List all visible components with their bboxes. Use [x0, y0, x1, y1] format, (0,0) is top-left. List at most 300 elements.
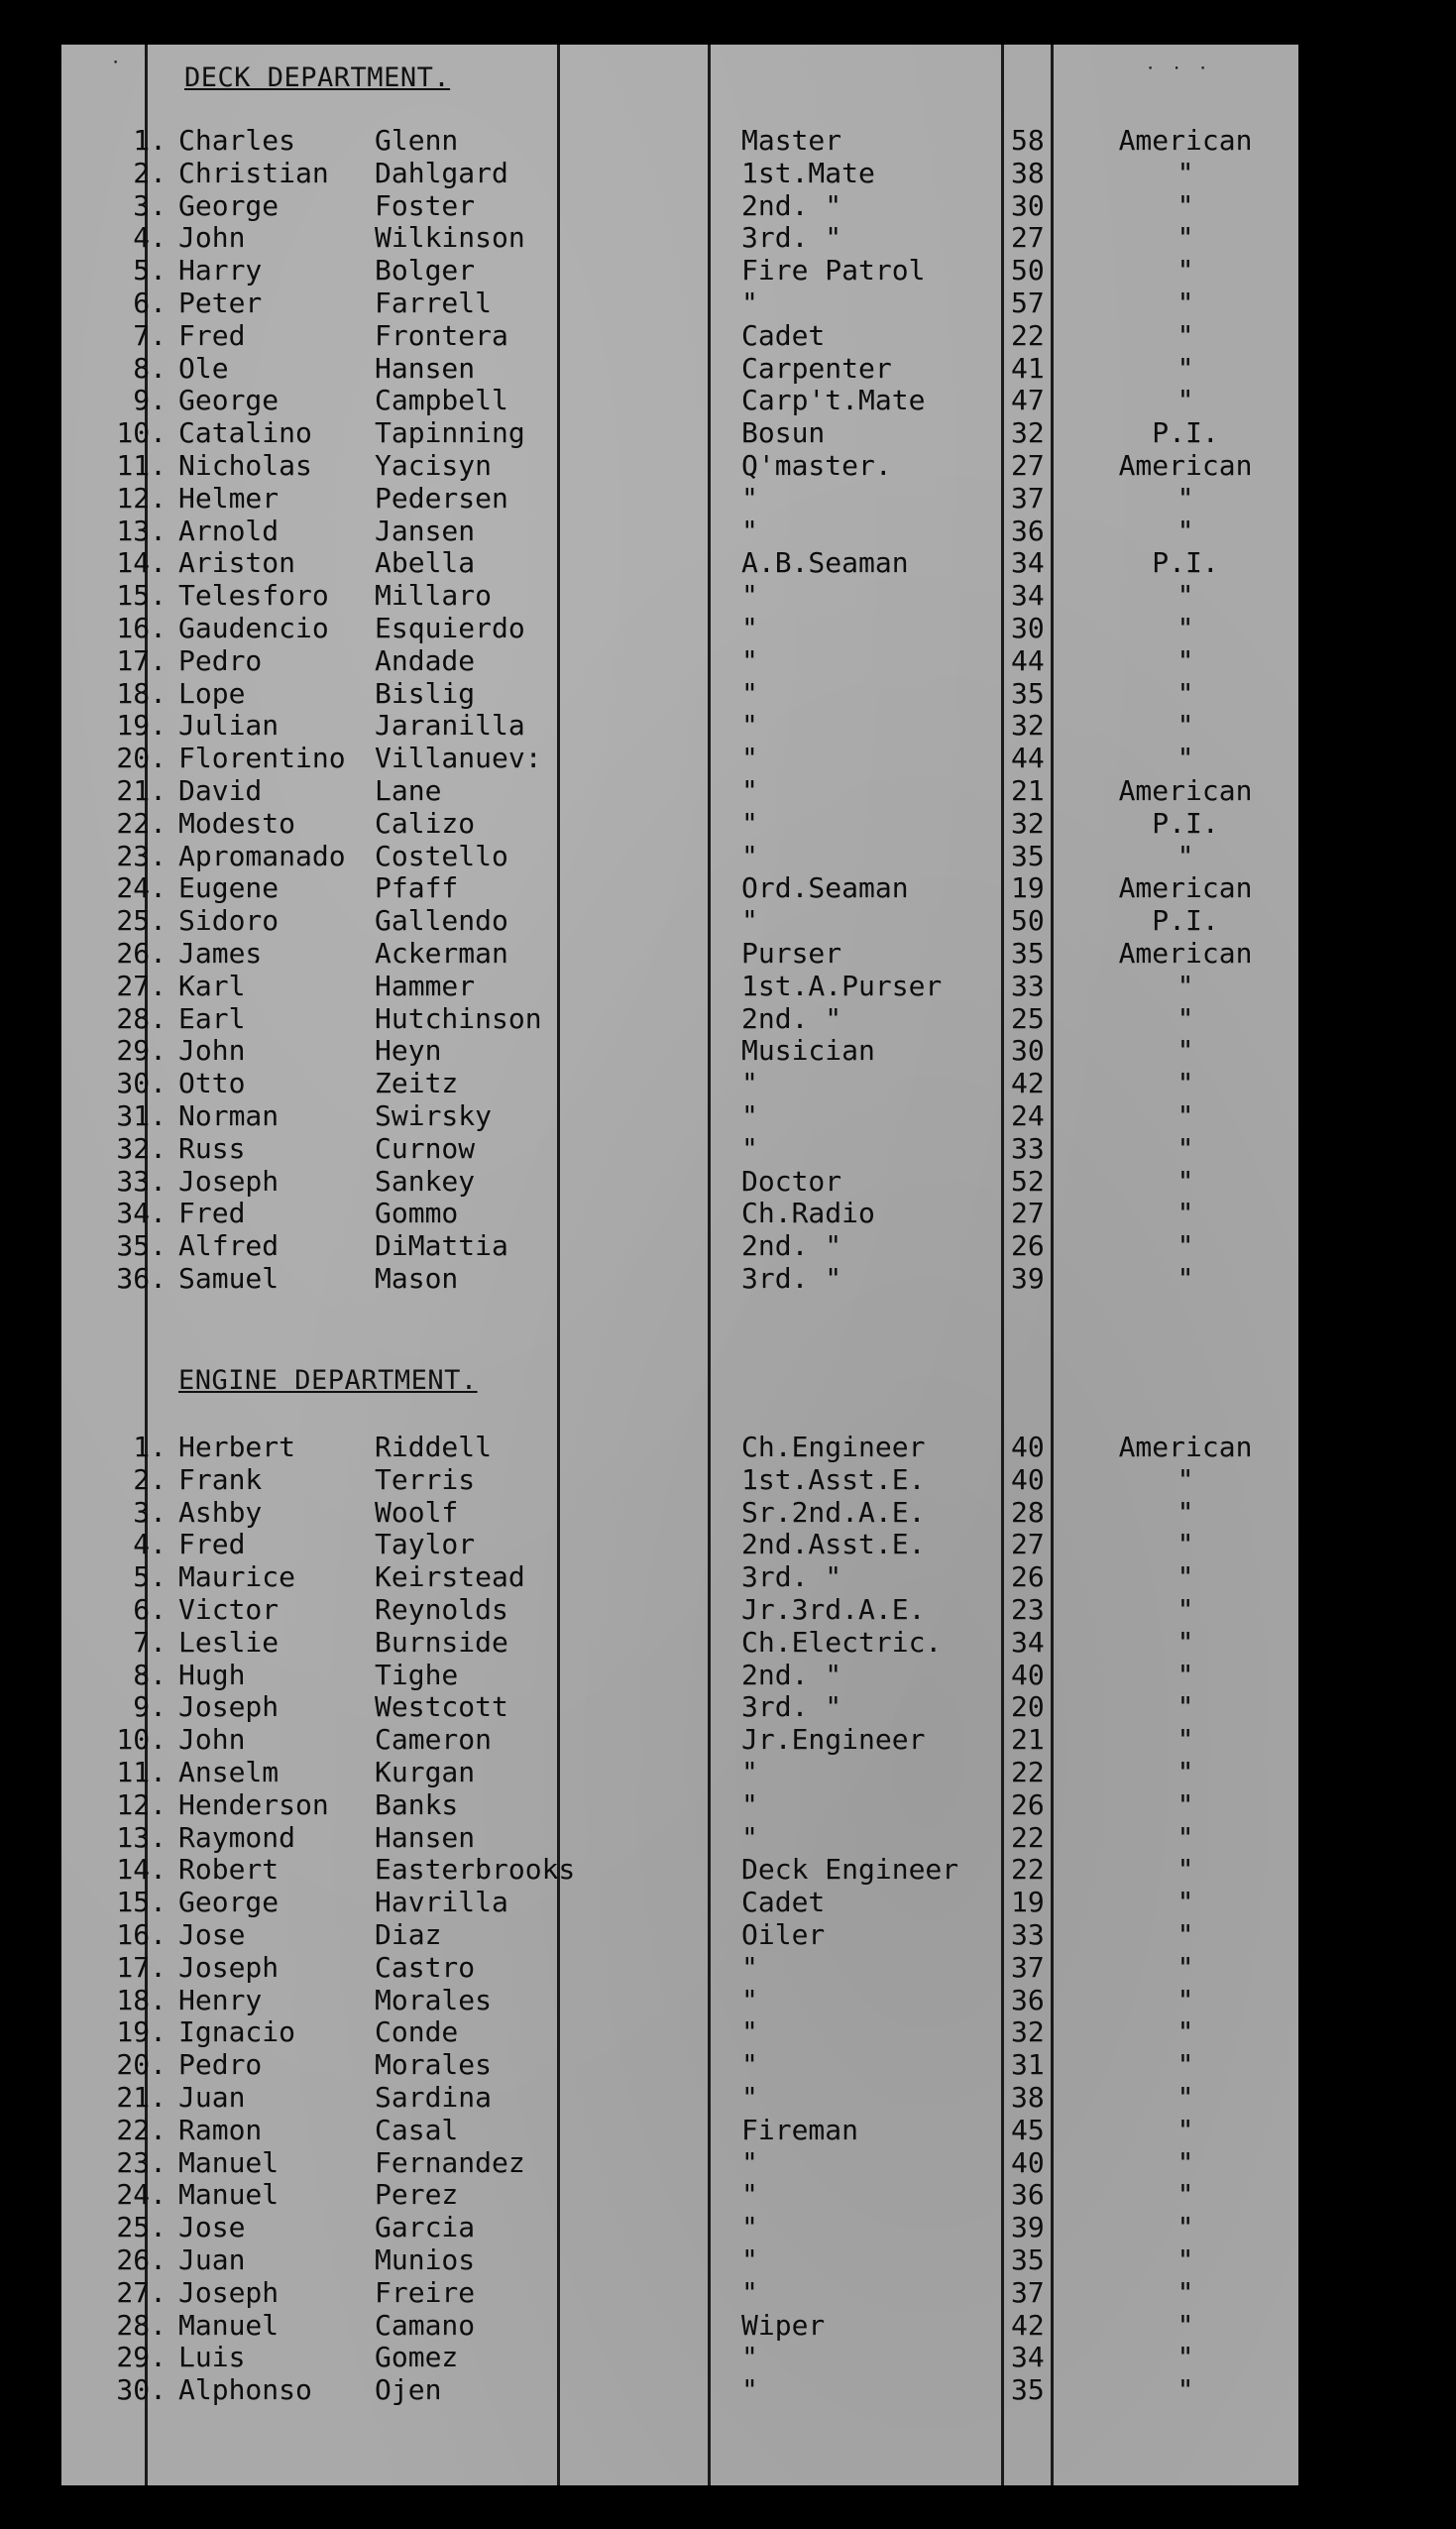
crew-rank: Q'master.: [741, 449, 892, 482]
crew-rank: Deck Engineer: [741, 1853, 959, 1887]
crew-rank: ": [741, 481, 758, 515]
crew-number: 17.: [116, 643, 167, 677]
crew-row: [61, 449, 1298, 482]
crew-last-name: Hansen: [375, 351, 476, 385]
crew-number: 11.: [116, 449, 167, 482]
crew-nationality: ": [1176, 1462, 1194, 1496]
crew-age: 39: [1011, 1262, 1045, 1295]
crew-first-name: Juan: [178, 2243, 246, 2276]
crew-row: [61, 2146, 1298, 2179]
crew-nationality: ": [1176, 643, 1194, 677]
crew-first-name: Raymond: [178, 1820, 296, 1854]
crew-age: 40: [1011, 1658, 1045, 1691]
crew-first-name: Manuel: [178, 2308, 280, 2342]
crew-nationality: ": [1176, 676, 1194, 710]
crew-row: [61, 2373, 1298, 2406]
crew-age: 32: [1011, 806, 1045, 840]
crew-nationality: ": [1176, 287, 1194, 319]
crew-nationality: ": [1176, 1756, 1194, 1788]
crew-first-name: Jose: [178, 2211, 246, 2244]
crew-nationality: P.I.: [1152, 546, 1219, 580]
crew-nationality: ": [1176, 839, 1194, 872]
crew-number: 18.: [116, 676, 167, 710]
crew-last-name: Easterbrooks: [375, 1853, 576, 1887]
crew-rank: ": [741, 774, 758, 807]
crew-row: [61, 1659, 1298, 1691]
crew-first-name: Lope: [178, 676, 246, 710]
crew-row: [61, 807, 1298, 840]
crew-first-name: Helmer: [178, 481, 280, 515]
tick-mark: ˙ ˙ ˙: [1144, 64, 1210, 89]
crew-last-name: Jaranilla: [375, 709, 525, 743]
crew-rank: Sr.2nd.A.E.: [741, 1495, 926, 1529]
crew-age: 34: [1011, 1625, 1045, 1659]
crew-age: 35: [1011, 2373, 1045, 2407]
crew-nationality: American: [1118, 937, 1253, 970]
crew-age: 21: [1011, 774, 1045, 807]
crew-last-name: Costello: [375, 839, 508, 872]
crew-age: 27: [1011, 1197, 1045, 1230]
crew-row: [61, 124, 1298, 157]
crew-first-name: Joseph: [178, 1690, 280, 1724]
crew-last-name: Diaz: [375, 1918, 442, 1951]
crew-nationality: ": [1176, 1099, 1194, 1132]
crew-age: 50: [1011, 904, 1045, 938]
crew-age: 44: [1011, 742, 1045, 775]
crew-row: [61, 904, 1298, 937]
crew-nationality: ": [1176, 2211, 1194, 2244]
crew-row: [61, 515, 1298, 547]
crew-row: [61, 2276, 1298, 2309]
crew-last-name: Wilkinson: [375, 221, 525, 255]
crew-last-name: Bolger: [375, 254, 476, 287]
crew-age: 40: [1011, 2145, 1045, 2179]
crew-age: 30: [1011, 1034, 1045, 1068]
crew-row: [61, 546, 1298, 579]
crew-last-name: Westcott: [375, 1690, 508, 1724]
crew-age: 33: [1011, 1918, 1045, 1951]
crew-age: 22: [1011, 318, 1045, 352]
crew-last-name: Tapinning: [375, 416, 525, 450]
crew-nationality: ": [1176, 2113, 1194, 2146]
section-heading-engine: ENGINE DEPARTMENT.: [178, 1365, 478, 1396]
crew-row: [61, 2309, 1298, 2342]
crew-rank: 2nd. ": [741, 1001, 842, 1035]
crew-number: 15.: [116, 1886, 167, 1919]
crew-last-name: Casal: [375, 2113, 459, 2146]
crew-first-name: Pedro: [178, 643, 263, 677]
crew-row: [61, 416, 1298, 449]
crew-nationality: ": [1176, 1950, 1194, 1984]
crew-nationality: ": [1176, 2308, 1194, 2342]
crew-age: 22: [1011, 1853, 1045, 1887]
crew-rank: ": [741, 839, 758, 872]
crew-age: 27: [1011, 449, 1045, 482]
crew-age: 27: [1011, 1528, 1045, 1561]
crew-rank: Purser: [741, 937, 842, 970]
crew-last-name: Hansen: [375, 1820, 476, 1854]
crew-number: 8.: [133, 351, 167, 385]
crew-nationality: ": [1176, 612, 1194, 644]
crew-age: 26: [1011, 1560, 1045, 1594]
crew-number: 30.: [116, 1067, 167, 1100]
crew-last-name: Millaro: [375, 579, 493, 613]
crew-number: 9.: [133, 1690, 167, 1724]
crew-first-name: Eugene: [178, 871, 280, 905]
crew-last-name: Ojen: [375, 2373, 442, 2407]
crew-first-name: Charles: [178, 124, 296, 157]
crew-last-name: Morales: [375, 2048, 493, 2082]
crew-nationality: ": [1176, 514, 1194, 547]
crew-nationality: P.I.: [1152, 904, 1219, 938]
crew-rank: 3rd. ": [741, 1690, 842, 1724]
crew-nationality: ": [1176, 1723, 1194, 1757]
crew-first-name: George: [178, 188, 280, 222]
crew-first-name: Telesforo: [178, 579, 329, 613]
crew-last-name: Terris: [375, 1462, 476, 1496]
crew-row: [61, 1067, 1298, 1099]
crew-number: 8.: [133, 1658, 167, 1691]
crew-rank: 3rd. ": [741, 221, 842, 255]
crew-first-name: Apromanado: [178, 839, 346, 872]
crew-age: 24: [1011, 1099, 1045, 1132]
crew-last-name: Swirsky: [375, 1099, 493, 1132]
crew-last-name: Munios: [375, 2243, 476, 2276]
crew-first-name: Fred: [178, 1528, 246, 1561]
crew-row: [61, 1951, 1298, 1984]
crew-number: 10.: [116, 416, 167, 450]
crew-row: [61, 1984, 1298, 2016]
crew-row: [61, 2114, 1298, 2146]
crew-nationality: P.I.: [1152, 416, 1219, 450]
crew-last-name: Burnside: [375, 1625, 508, 1659]
crew-row: [61, 937, 1298, 970]
crew-age: 26: [1011, 1787, 1045, 1821]
crew-first-name: John: [178, 1034, 246, 1068]
crew-first-name: Otto: [178, 1067, 246, 1100]
crew-number: 6.: [133, 287, 167, 319]
crew-number: 19.: [116, 2015, 167, 2049]
crew-first-name: Russ: [178, 1131, 246, 1165]
crew-nationality: ": [1176, 1262, 1194, 1295]
crew-number: 26.: [116, 937, 167, 970]
crew-last-name: Conde: [375, 2015, 459, 2049]
crew-last-name: Frontera: [375, 318, 508, 352]
crew-age: 21: [1011, 1723, 1045, 1757]
crew-age: 33: [1011, 1131, 1045, 1165]
crew-rank: Doctor: [741, 1164, 842, 1198]
crew-number: 33.: [116, 1164, 167, 1198]
crew-age: 40: [1011, 1431, 1045, 1463]
crew-first-name: Anselm: [178, 1756, 280, 1788]
crew-last-name: Perez: [375, 2178, 459, 2212]
crew-number: 4.: [133, 221, 167, 255]
crew-nationality: ": [1176, 481, 1194, 515]
crew-last-name: Fernandez: [375, 2145, 525, 2179]
crew-nationality: ": [1176, 384, 1194, 417]
tick-mark: ˙: [109, 58, 123, 83]
crew-age: 40: [1011, 1462, 1045, 1496]
crew-rank: Jr.Engineer: [741, 1723, 926, 1757]
document-page: [61, 45, 1298, 2485]
crew-row: [61, 157, 1298, 189]
crew-age: 31: [1011, 2048, 1045, 2082]
crew-first-name: Joseph: [178, 1950, 280, 1984]
crew-last-name: Pedersen: [375, 481, 508, 515]
crew-number: 32.: [116, 1131, 167, 1165]
crew-rank: 2nd. ": [741, 1229, 842, 1263]
crew-rank: Carp't.Mate: [741, 384, 926, 417]
crew-nationality: American: [1118, 871, 1253, 905]
crew-nationality: ": [1176, 2373, 1194, 2407]
crew-age: 35: [1011, 839, 1045, 872]
crew-age: 34: [1011, 579, 1045, 613]
crew-first-name: John: [178, 221, 246, 255]
crew-last-name: Pfaff: [375, 871, 459, 905]
crew-rank: ": [741, 579, 758, 613]
crew-last-name: Abella: [375, 546, 476, 580]
crew-rank: ": [741, 676, 758, 710]
crew-first-name: Herbert: [178, 1431, 296, 1463]
crew-first-name: Modesto: [178, 806, 296, 840]
crew-first-name: Earl: [178, 1001, 246, 1035]
crew-age: 36: [1011, 514, 1045, 547]
crew-last-name: Freire: [375, 2275, 476, 2309]
crew-nationality: ": [1176, 254, 1194, 287]
crew-first-name: Victor: [178, 1593, 280, 1626]
crew-number: 23.: [116, 839, 167, 872]
crew-last-name: Woolf: [375, 1495, 459, 1529]
crew-rank: ": [741, 709, 758, 743]
crew-last-name: Campbell: [375, 384, 508, 417]
crew-number: 17.: [116, 1950, 167, 1984]
crew-last-name: Ackerman: [375, 937, 508, 970]
crew-number: 22.: [116, 2113, 167, 2146]
crew-row: [61, 871, 1298, 904]
crew-first-name: Alfred: [178, 1229, 280, 1263]
crew-age: 37: [1011, 1950, 1045, 1984]
crew-last-name: Camano: [375, 2308, 476, 2342]
crew-first-name: Catalino: [178, 416, 312, 450]
crew-number: 5.: [133, 1560, 167, 1594]
crew-rank: Bosun: [741, 416, 826, 450]
crew-first-name: Leslie: [178, 1625, 280, 1659]
crew-first-name: Christian: [178, 156, 329, 189]
crew-first-name: Sidoro: [178, 904, 280, 938]
crew-row: [61, 709, 1298, 742]
crew-first-name: Robert: [178, 1853, 280, 1887]
crew-row: [61, 1853, 1298, 1886]
crew-first-name: George: [178, 384, 280, 417]
crew-first-name: Maurice: [178, 1560, 296, 1594]
crew-rank: ": [741, 643, 758, 677]
crew-age: 32: [1011, 709, 1045, 743]
crew-row: [61, 1788, 1298, 1821]
crew-first-name: Arnold: [178, 514, 280, 547]
crew-last-name: Esquierdo: [375, 612, 525, 644]
crew-rank: ": [741, 1820, 758, 1854]
crew-rank: ": [741, 612, 758, 644]
crew-rank: ": [741, 2145, 758, 2179]
crew-number: 34.: [116, 1197, 167, 1230]
crew-number: 3.: [133, 188, 167, 222]
crew-number: 13.: [116, 1820, 167, 1854]
crew-last-name: Morales: [375, 1983, 493, 2016]
crew-age: 32: [1011, 416, 1045, 450]
crew-last-name: Havrilla: [375, 1886, 508, 1919]
crew-rank: Wiper: [741, 2308, 826, 2342]
crew-age: 37: [1011, 2275, 1045, 2309]
crew-nationality: ": [1176, 2341, 1194, 2374]
crew-row: [61, 2243, 1298, 2276]
crew-nationality: ": [1176, 1034, 1194, 1068]
crew-last-name: Reynolds: [375, 1593, 508, 1626]
crew-rank: ": [741, 742, 758, 775]
crew-rank: Musician: [741, 1034, 875, 1068]
crew-rank: 3rd. ": [741, 1262, 842, 1295]
crew-last-name: Sardina: [375, 2081, 493, 2114]
crew-number: 2.: [133, 156, 167, 189]
crew-last-name: Taylor: [375, 1528, 476, 1561]
crew-first-name: Luis: [178, 2341, 246, 2374]
crew-number: 21.: [116, 774, 167, 807]
crew-age: 20: [1011, 1690, 1045, 1724]
crew-row: [61, 1431, 1298, 1463]
crew-rank: ": [741, 1131, 758, 1165]
crew-first-name: Frank: [178, 1462, 263, 1496]
crew-number: 28.: [116, 2308, 167, 2342]
crew-row: [61, 1593, 1298, 1626]
crew-last-name: Tighe: [375, 1658, 459, 1691]
crew-rank: ": [741, 2341, 758, 2374]
crew-row: [61, 384, 1298, 416]
crew-first-name: Henry: [178, 1983, 263, 2016]
crew-first-name: Manuel: [178, 2178, 280, 2212]
crew-number: 24.: [116, 2178, 167, 2212]
crew-nationality: ": [1176, 1131, 1194, 1165]
crew-rank: Carpenter: [741, 351, 892, 385]
crew-last-name: Kurgan: [375, 1756, 476, 1788]
crew-number: 3.: [133, 1495, 167, 1529]
crew-rank: ": [741, 1950, 758, 1984]
crew-first-name: Ramon: [178, 2113, 263, 2146]
crew-last-name: Banks: [375, 1787, 459, 1821]
crew-first-name: Karl: [178, 969, 246, 1002]
crew-nationality: ": [1176, 1886, 1194, 1919]
crew-row: [61, 1756, 1298, 1788]
crew-number: 11.: [116, 1756, 167, 1788]
crew-row: [61, 2178, 1298, 2211]
crew-age: 58: [1011, 124, 1045, 157]
crew-age: 19: [1011, 871, 1045, 905]
crew-number: 15.: [116, 579, 167, 613]
crew-nationality: ": [1176, 1593, 1194, 1626]
crew-number: 26.: [116, 2243, 167, 2276]
crew-age: 25: [1011, 1001, 1045, 1035]
crew-rank: Cadet: [741, 1886, 826, 1919]
crew-first-name: Ashby: [178, 1495, 263, 1529]
crew-number: 7.: [133, 318, 167, 352]
crew-row: [61, 1496, 1298, 1529]
crew-row: [61, 221, 1298, 254]
crew-rank: ": [741, 1756, 758, 1788]
crew-number: 12.: [116, 1787, 167, 1821]
crew-row: [61, 1463, 1298, 1496]
crew-number: 25.: [116, 904, 167, 938]
crew-age: 45: [1011, 2113, 1045, 2146]
crew-age: 22: [1011, 1820, 1045, 1854]
crew-number: 1.: [133, 1431, 167, 1463]
crew-age: 39: [1011, 2211, 1045, 2244]
crew-rank: Fire Patrol: [741, 254, 926, 287]
crew-rank: Fireman: [741, 2113, 859, 2146]
crew-first-name: Fred: [178, 318, 246, 352]
crew-last-name: Jansen: [375, 514, 476, 547]
crew-row: [61, 1918, 1298, 1951]
crew-number: 36.: [116, 1262, 167, 1295]
crew-age: 44: [1011, 643, 1045, 677]
crew-rank: 1st.Asst.E.: [741, 1462, 926, 1496]
crew-last-name: Garcia: [375, 2211, 476, 2244]
crew-rank: 2nd. ": [741, 1658, 842, 1691]
crew-nationality: ": [1176, 221, 1194, 255]
crew-age: 28: [1011, 1495, 1045, 1529]
crew-nationality: ": [1176, 2081, 1194, 2114]
crew-nationality: ": [1176, 1495, 1194, 1529]
crew-rank: Ord.Seaman: [741, 871, 909, 905]
crew-age: 50: [1011, 254, 1045, 287]
crew-rank: 1st.A.Purser: [741, 969, 943, 1002]
crew-number: 20.: [116, 742, 167, 775]
crew-number: 20.: [116, 2048, 167, 2082]
crew-age: 37: [1011, 481, 1045, 515]
crew-nationality: ": [1176, 2178, 1194, 2212]
crew-first-name: Gaudencio: [178, 612, 329, 644]
crew-number: 13.: [116, 514, 167, 547]
crew-first-name: Henderson: [178, 1787, 329, 1821]
crew-nationality: ": [1176, 1001, 1194, 1035]
crew-rank: 3rd. ": [741, 1560, 842, 1594]
crew-last-name: Bislig: [375, 676, 476, 710]
crew-rank: ": [741, 287, 758, 319]
crew-last-name: Gomez: [375, 2341, 459, 2374]
crew-first-name: Ignacio: [178, 2015, 296, 2049]
crew-rank: 2nd. ": [741, 188, 842, 222]
crew-number: 31.: [116, 1099, 167, 1132]
crew-first-name: Ariston: [178, 546, 296, 580]
crew-number: 25.: [116, 2211, 167, 2244]
crew-number: 16.: [116, 1918, 167, 1951]
crew-row: [61, 774, 1298, 807]
crew-age: 42: [1011, 1067, 1045, 1100]
crew-nationality: ": [1176, 2048, 1194, 2082]
crew-rank: ": [741, 2275, 758, 2309]
crew-rank: A.B.Seaman: [741, 546, 909, 580]
crew-rank: ": [741, 1099, 758, 1132]
crew-first-name: George: [178, 1886, 280, 1919]
crew-number: 21.: [116, 2081, 167, 2114]
crew-number: 29.: [116, 1034, 167, 1068]
crew-age: 52: [1011, 1164, 1045, 1198]
crew-nationality: ": [1176, 742, 1194, 775]
crew-age: 33: [1011, 969, 1045, 1002]
crew-row: [61, 1197, 1298, 1229]
crew-nationality: ": [1176, 1560, 1194, 1594]
crew-row: [61, 189, 1298, 222]
crew-number: 6.: [133, 1593, 167, 1626]
crew-rank: ": [741, 2178, 758, 2212]
crew-last-name: Dahlgard: [375, 156, 508, 189]
